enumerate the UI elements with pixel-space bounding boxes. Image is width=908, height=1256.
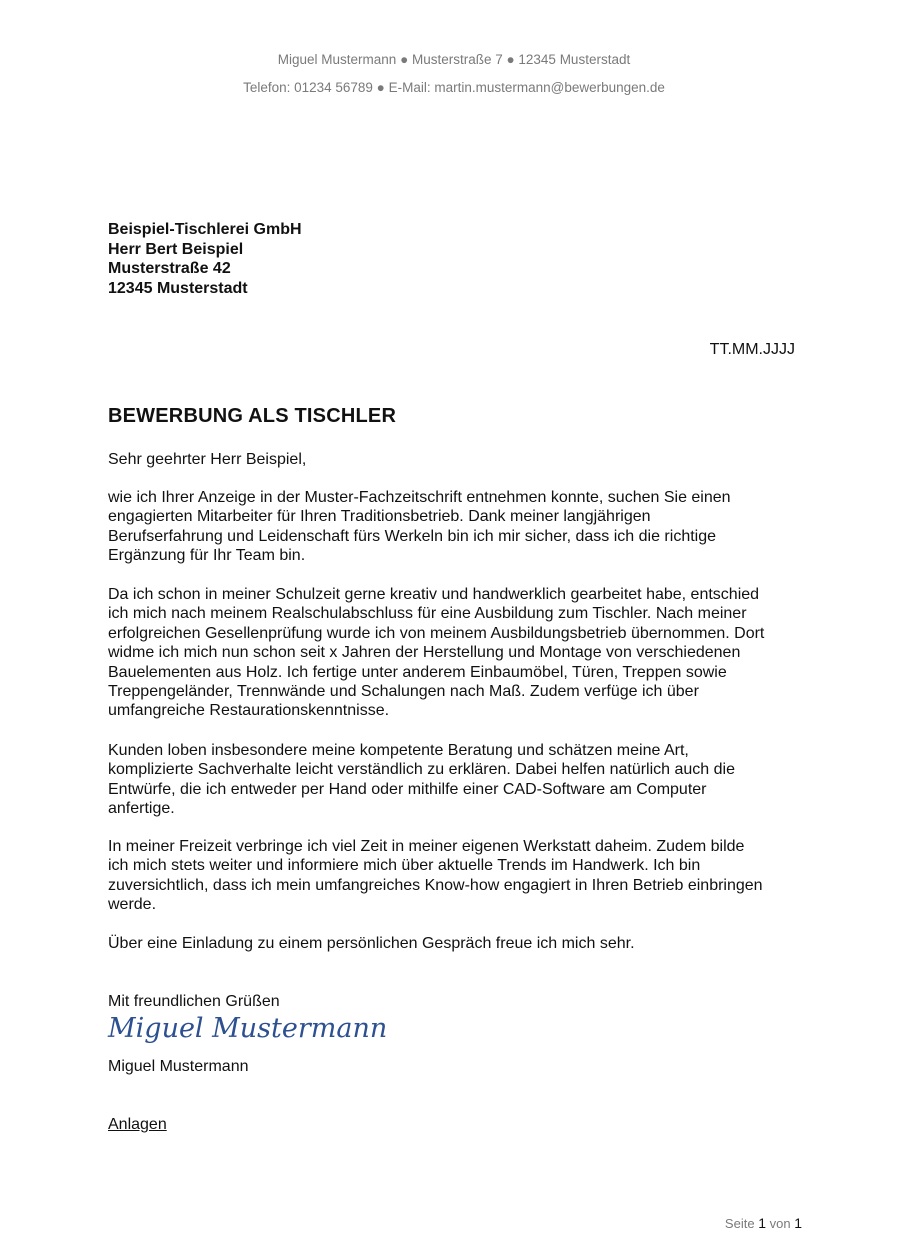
paragraph-line: Über eine Einladung zu einem persönlichen Gespräch freue ich mich sehr. [108,935,635,952]
attachments-link[interactable]: Anlagen [108,1116,167,1133]
paragraph [108,488,808,566]
paragraph-line: komplizierte Sachverhalte leicht verständlich zu erklären. Dabei helfen natürlich auch die [108,761,735,779]
page-current: 1 [758,1215,766,1231]
paragraph-line: Kunden loben insbesondere meine kompetente Beratung und schätzen meine Art, [108,742,689,759]
paragraph-line: Entwürfe, die ich entweder per Hand oder mithilfe einer CAD-Software am Computer [108,780,707,798]
paragraph-line: zuversichtlich, dass ich mein umfangreiches Know-how engagiert in Ihren Betrieb einbringen [108,876,763,894]
salutation: Sehr geehrter Herr Beispiel, [108,451,307,468]
letter-date: TT.MM.JJJJ [709,341,795,358]
paragraph-line: anfertige. [108,800,175,818]
paragraph [108,934,808,953]
paragraph-line: ich mich nach meinem Realschulabschluss für eine Ausbildung zum Tischler. Nach meiner [108,605,747,623]
paragraph-line: wie ich Ihrer Anzeige in der Muster-Fachzeitschrift entnehmen konnte, suchen Sie einen [108,489,731,506]
paragraph-line: umfangreiche Restaurationskenntnisse. [108,702,390,720]
paragraph-line: Ergänzung für Ihr Team bin. [108,547,306,565]
closing-formula: Mit freundlichen Grüßen [108,993,280,1010]
handwritten-signature: Miguel Mustermann [108,1013,388,1044]
sender-address-line: Miguel Mustermann ● Musterstraße 7 ● 12345 Musterstadt [277,52,631,67]
recipient-company: Beispiel-Tischlerei GmbH [108,221,302,238]
recipient-street: Musterstraße 42 [108,260,231,277]
paragraph [108,585,808,721]
page-label: Seite [724,1216,755,1231]
paragraph [108,741,808,819]
recipient-person: Herr Bert Beispiel [108,240,244,258]
paragraph-line: erfolgreichen Gesellenprüfung wurde ich von meinem Ausbildungsbetrieb übernommen. Dort [108,624,765,642]
page-total: 1 [794,1215,802,1231]
sender-contact-line: Telefon: 01234 56789 ● E-Mail: martin.mustermann@bewerbungen.de [243,80,665,95]
paragraph-line: Bauelementen aus Holz. Ich fertige unter anderem Einbaumöbel, Türen, Treppen sowie [108,663,727,681]
paragraph-line: engagierten Mitarbeiter für Ihren Traditionsbetrieb. Dank meiner langjährigen [108,508,651,526]
paragraph-line: ich mich stets weiter und informiere mich über aktuelle Trends im Handwerk. Ich bin [108,857,701,875]
letter-subject: BEWERBUNG ALS TISCHLER [108,405,397,427]
paragraph-line: Da ich schon in meiner Schulzeit gerne kreativ und handwerklich gearbeitet habe, entschied [108,586,760,603]
paragraph-line: widme ich mich nun schon seit x Jahren der Herstellung und Montage von verschiedenen [108,644,741,662]
paragraph-line: In meiner Freizeit verbringe ich viel Zeit in meiner eigenen Werkstatt daheim. Zudem bilde [108,838,745,855]
page-number [725,1215,802,1231]
recipient-city: 12345 Musterstadt [108,279,248,297]
paragraph [108,837,808,915]
paragraph-line: Berufserfahrung und Leidenschaft fürs Werkeln bin ich mir sicher, dass ich die richtige [108,527,717,545]
signer-name: Miguel Mustermann [108,1058,249,1075]
recipient-address-block [108,220,302,298]
page-of-label: von [769,1216,791,1231]
paragraph-line: Treppengeländer, Trennwände und Schalungen nach Maß. Zudem verfüge ich über [108,683,699,701]
paragraph-line: werde. [108,896,157,914]
